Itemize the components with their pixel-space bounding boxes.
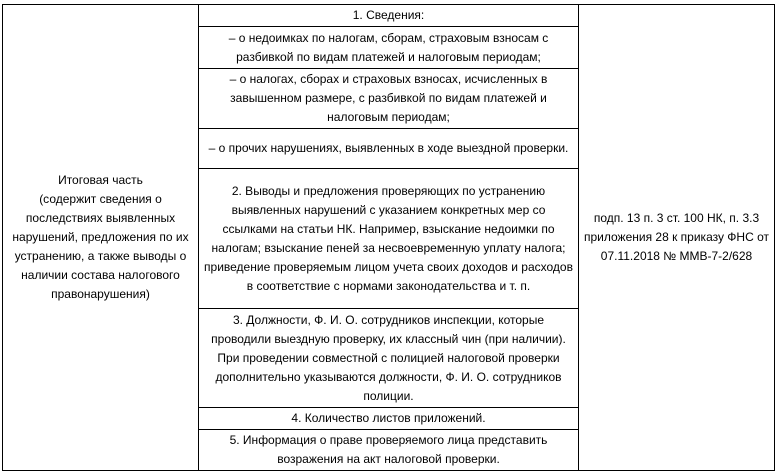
requirements-table [2,4,775,471]
content-row-5: 2. Выводы и предложения проверяющих по устранению выявленных нарушений с указанием конкретных мер со ссылками на статьи НК. Например, взыскание недоимки по налогам; взыскание пеней за несвоевременную уплату налога; приведение проверяемым лицом учета своих доходов и расходов в соответствие с нормами законодательства и т. п. [199,169,579,309]
content-row-7: 4. Количество листов приложений. [199,408,579,430]
table-row [3,5,775,27]
legal-reference-cell: подп. 13 п. 3 ст. 100 НК, п. 3.3 приложения 28 к приказу ФНС от 07.11.2018 № ММВ-7-2/628 [579,5,775,471]
section-description-cell: Итоговая часть (содержит сведения о последствиях выявленных нарушений, предложения по их устранению, а также выводы о наличии состава налогового правонарушения) [3,5,199,471]
content-row-4: – о прочих нарушениях, выявленных в ходе выездной проверки. [199,129,579,169]
content-row-3: – о налогах, сборах и страховых взносах, исчисленных в завышенном размере, с разбивкой по видам платежей и налоговым периодам; [199,69,579,129]
content-row-2: – о недоимках по налогам, сборам, страховым взносам с разбивкой по видам платежей и налоговым периодам; [199,27,579,69]
content-row-1: 1. Сведения: [199,5,579,27]
content-row-8: 5. Информация о праве проверяемого лица представить возражения на акт налоговой проверки. [199,430,579,471]
content-row-6: 3. Должности, Ф. И. О. сотрудников инспекции, которые проводили выездную проверку, их классный чин (при наличии). При проведении совместной с полицией налоговой проверки дополнительно указываются должности, Ф. И. О. сотрудников полиции. [199,309,579,408]
